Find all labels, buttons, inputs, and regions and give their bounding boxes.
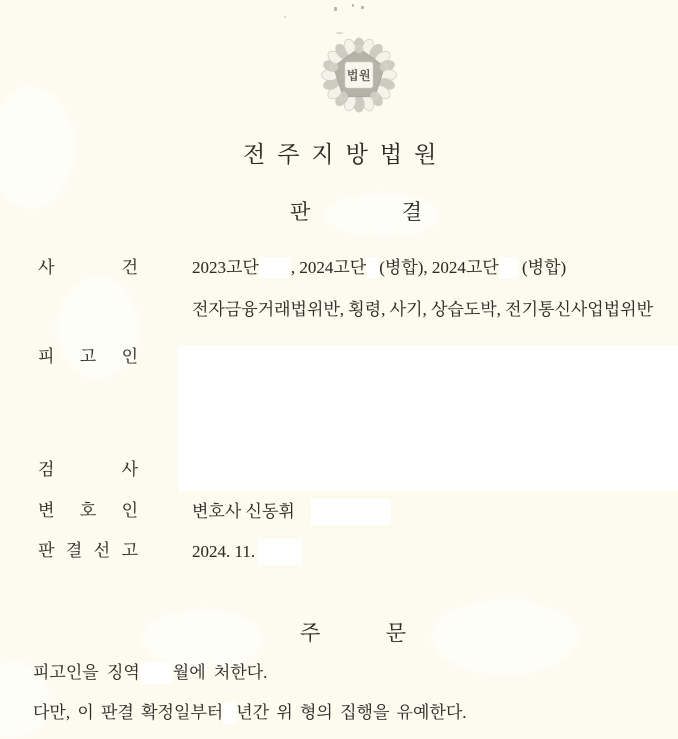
redaction-box: [311, 499, 391, 525]
redaction-box-defendant-info: [178, 345, 678, 491]
order-heading: 주 문: [300, 621, 406, 645]
redaction-box: [366, 257, 379, 279]
defendant-label: 피 고 인: [38, 347, 138, 366]
bleedthrough-artifact: [0, 85, 76, 210]
sentencing-date-value: 2024. 11.: [192, 542, 256, 561]
scan-speck: [361, 6, 364, 9]
order-text-part: 년간 위 형의 집행을 유예한다.: [236, 703, 467, 722]
prosecutor-label: 검 사: [38, 460, 138, 479]
sentencing-date-label: 판 결 선 고: [38, 541, 138, 560]
scan-speck: [284, 16, 286, 18]
counsel-value-line: [192, 499, 391, 525]
seal-text: 법원: [346, 68, 372, 83]
order-line-2: [33, 701, 467, 725]
scan-speck: [352, 4, 354, 7]
counsel-label: 변 호 인: [38, 501, 138, 520]
case-numbers-line: [192, 256, 566, 280]
case-number-part: , 2024고단: [290, 258, 367, 277]
order-line-1: [33, 661, 267, 685]
redaction-box: [259, 257, 291, 279]
bleedthrough-artifact: [430, 598, 580, 676]
order-text-part: 피고인을 징역: [33, 663, 140, 682]
court-name-title: 전주지방법원: [243, 142, 449, 167]
sentencing-date-line: [192, 539, 302, 565]
case-label: 사 건: [38, 258, 138, 277]
case-number-part: (병합), 2024고단: [379, 258, 499, 277]
order-text-part: 다만, 이 판결 확정일부터: [33, 703, 224, 722]
redaction-box: [140, 662, 173, 684]
charges-line: 전자금융거래법위반, 횡령, 사기, 상습도박, 전기통신사업법위반: [192, 300, 653, 319]
court-seal: [314, 35, 404, 115]
redaction-box: [223, 702, 236, 724]
redaction-box: [499, 257, 518, 279]
redaction-box: [258, 539, 302, 565]
case-number-part: 2023고단: [192, 258, 259, 277]
counsel-name: 변호사 신동휘: [192, 502, 295, 521]
case-number-part: (병합): [517, 258, 567, 277]
document-type-heading: 판 결: [290, 200, 422, 224]
scan-speck: [336, 32, 343, 34]
scan-speck: [334, 7, 337, 11]
order-text-part: 월에 처한다.: [172, 663, 268, 682]
